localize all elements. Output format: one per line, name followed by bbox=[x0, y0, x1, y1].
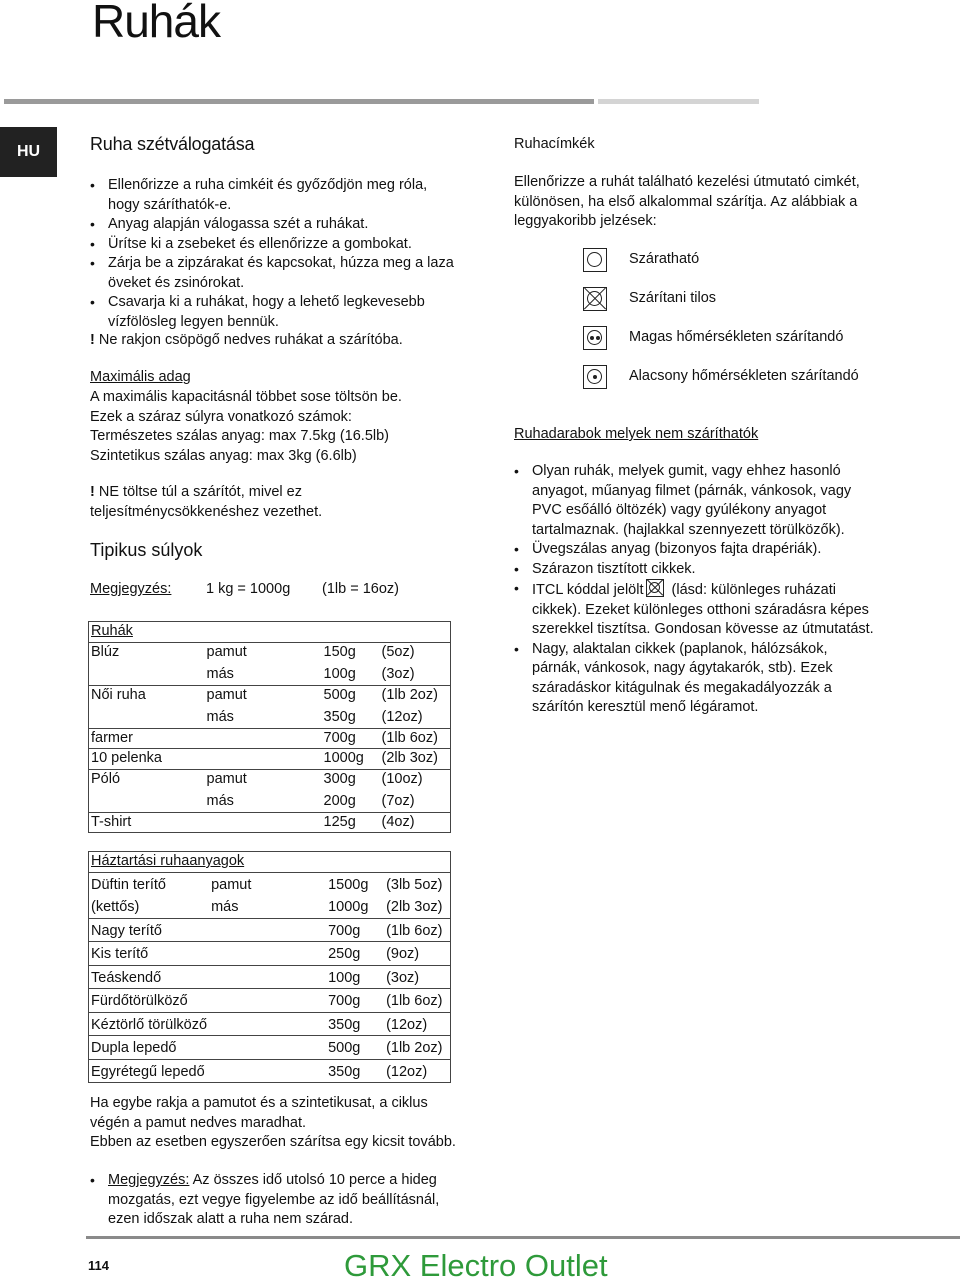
cool-down-note bbox=[90, 1171, 470, 1230]
list-item: • Ellenőrizze a ruha cimkéit és győződjön meg róla, hogy száríthatók-e. bbox=[90, 176, 460, 215]
table-header: Ruhák bbox=[91, 623, 133, 639]
table-header: Háztartási ruhaanyagok bbox=[91, 853, 245, 869]
clothes-weight-table: Ruhák Blúz pamut 150g (5oz) más 100g (3oz) Női ruha pamut 500g (1lb 2oz) más 350g (12oz) farmer 700g (1lb 6oz) 10 pelenka 1000g (2lb 3oz) Póló pamut 300g (10oz) más 200g (7oz) T-shirt 125g (4oz) bbox=[88, 621, 451, 833]
language-tab: HU bbox=[0, 127, 57, 177]
household-weight-table: Háztartási ruhaanyagok Düftin terítő pamut 1500g (3lb 5oz) (kettős) más 1000g (2lb 3oz) Nagy terítő 700g (1lb 6oz) Kis terítő 250g (9oz) Teáskendő 100g (3oz) Fürdőtörülköző 700g (1lb 6oz) Kéztörlő törülköző 350g (12oz) Dupla lepedő 500g (1lb 2oz) Egyrétegű lepedő 350g (12oz) bbox=[88, 851, 451, 1083]
list-item: • ITCL kóddal jelölt (lásd: különleges ruházati cikkek). Ezeket különleges otthoni száradásra képes szerekkel tisztítsa. Gondosan kövesse az útmutatást. bbox=[514, 579, 876, 640]
symbol-row-high-heat: Magas hőmérsékleten szárítandó bbox=[583, 326, 607, 350]
list-item: • Csavarja ki a ruhákat, hogy a lehető legkevesebb vízfölösleg legyen bennük. bbox=[90, 293, 460, 332]
list-item: • Anyag alapján válogassa szét a ruhákat. bbox=[90, 215, 460, 235]
symbol-row-low-heat: Alacsony hőmérsékleten szárítandó bbox=[583, 365, 607, 389]
unit-note bbox=[90, 580, 460, 600]
list-item: • Üvegszálas anyag (bizonyos fajta drapériák). bbox=[514, 540, 876, 560]
symbol-row-tumble-dry: Száratható bbox=[583, 248, 607, 272]
mixed-load-paragraph: Ha egybe rakja a pamutot és a szintetikusat, a ciklus végén a pamut nedves maradhat. Ebben az esetben egyszerően szárítsa egy kicsit tovább. bbox=[90, 1095, 456, 1150]
labels-section-title: Ruhacímkék bbox=[514, 136, 595, 152]
warning-mark: ! bbox=[90, 332, 95, 348]
list-item: • Megjegyzés: Az összes idő utolsó 10 perce a hideg mozgatás, ezt vegye figyelembe az idő beállításnál, ezen időszak alatt a ruha nem szárad. bbox=[90, 1171, 470, 1230]
tumble-dry-high-heat-icon bbox=[583, 326, 607, 350]
do-not-tumble-dry-icon bbox=[646, 579, 664, 597]
sorting-section-title: Ruha szétválogatása bbox=[90, 134, 255, 154]
list-item: • Nagy, alaktalan cikkek (paplanok, hálózsákok, párnák, vánkosok, nagy ágytakarók, stb). Ezek száradáskor kitágulnak és megakadályozzák a szárítón keresztül menő légáramot. bbox=[514, 640, 876, 718]
list-item: • Ürítse ki a zsebeket és ellenőrizze a gombokat. bbox=[90, 235, 460, 255]
typical-weights-title: Tipikus súlyok bbox=[90, 540, 203, 560]
note-value: 1 kg = 1000g bbox=[206, 581, 291, 597]
tumble-dry-icon bbox=[583, 248, 607, 272]
labels-intro: Ellenőrizze a ruhát található kezelési útmutató cimkét, különösen, ha első alkalommal szárítja. Az alábbiak a leggyakoribb jelzések: bbox=[514, 174, 860, 229]
list-item: • Zárja be a zipzárakat és kapcsokat, húzza meg a laza öveket és zsinórokat. bbox=[90, 254, 460, 293]
warning-mark: ! bbox=[90, 484, 95, 500]
sorting-warning: ! Ne rakjon csöpögő nedves ruhákat a szárítóba. bbox=[90, 332, 403, 348]
footer-divider bbox=[86, 1236, 960, 1239]
tumble-dry-low-heat-icon bbox=[583, 365, 607, 389]
not-dryable-list bbox=[514, 462, 876, 718]
note-value: (1lb = 16oz) bbox=[322, 581, 399, 597]
page-number: 114 bbox=[88, 1258, 109, 1273]
note-label: Megjegyzés: bbox=[90, 581, 172, 597]
title-divider bbox=[4, 99, 759, 104]
list-item: • Olyan ruhák, melyek gumit, vagy ehhez hasonló anyagot, műanyag filmet (párnák, vánkosok, vagy PVC esőálló öltözék) vagy gyúlékony anyagot tartalmaznak. (hajlakkal szennyezett törülközők). bbox=[514, 462, 876, 540]
page-title: Ruhák bbox=[92, 0, 220, 47]
sorting-list bbox=[90, 176, 460, 332]
do-not-tumble-dry-icon bbox=[583, 287, 607, 311]
not-dryable-title: Ruhadarabok melyek nem száríthatók bbox=[514, 426, 759, 442]
overload-warning: ! NE töltse túl a szárítót, mivel ez teljesítménycsökkenéshez vezethet. bbox=[90, 484, 323, 520]
brand-watermark: GRX Electro Outlet bbox=[344, 1248, 608, 1281]
list-item: • Szárazon tisztított cikkek. bbox=[514, 560, 876, 580]
max-load-text: A maximális kapacitásnál többet sose töltsön be. Ezek a száraz súlyra vonatkozó számok: Természetes szálas anyag: max 7.5kg (16.5lb) Szintetikus szálas anyag: max 3kg (6.6lb) bbox=[90, 389, 402, 464]
max-load-title: Maximális adag bbox=[90, 369, 191, 385]
symbol-row-no-dry: Szárítani tilos bbox=[583, 287, 607, 311]
